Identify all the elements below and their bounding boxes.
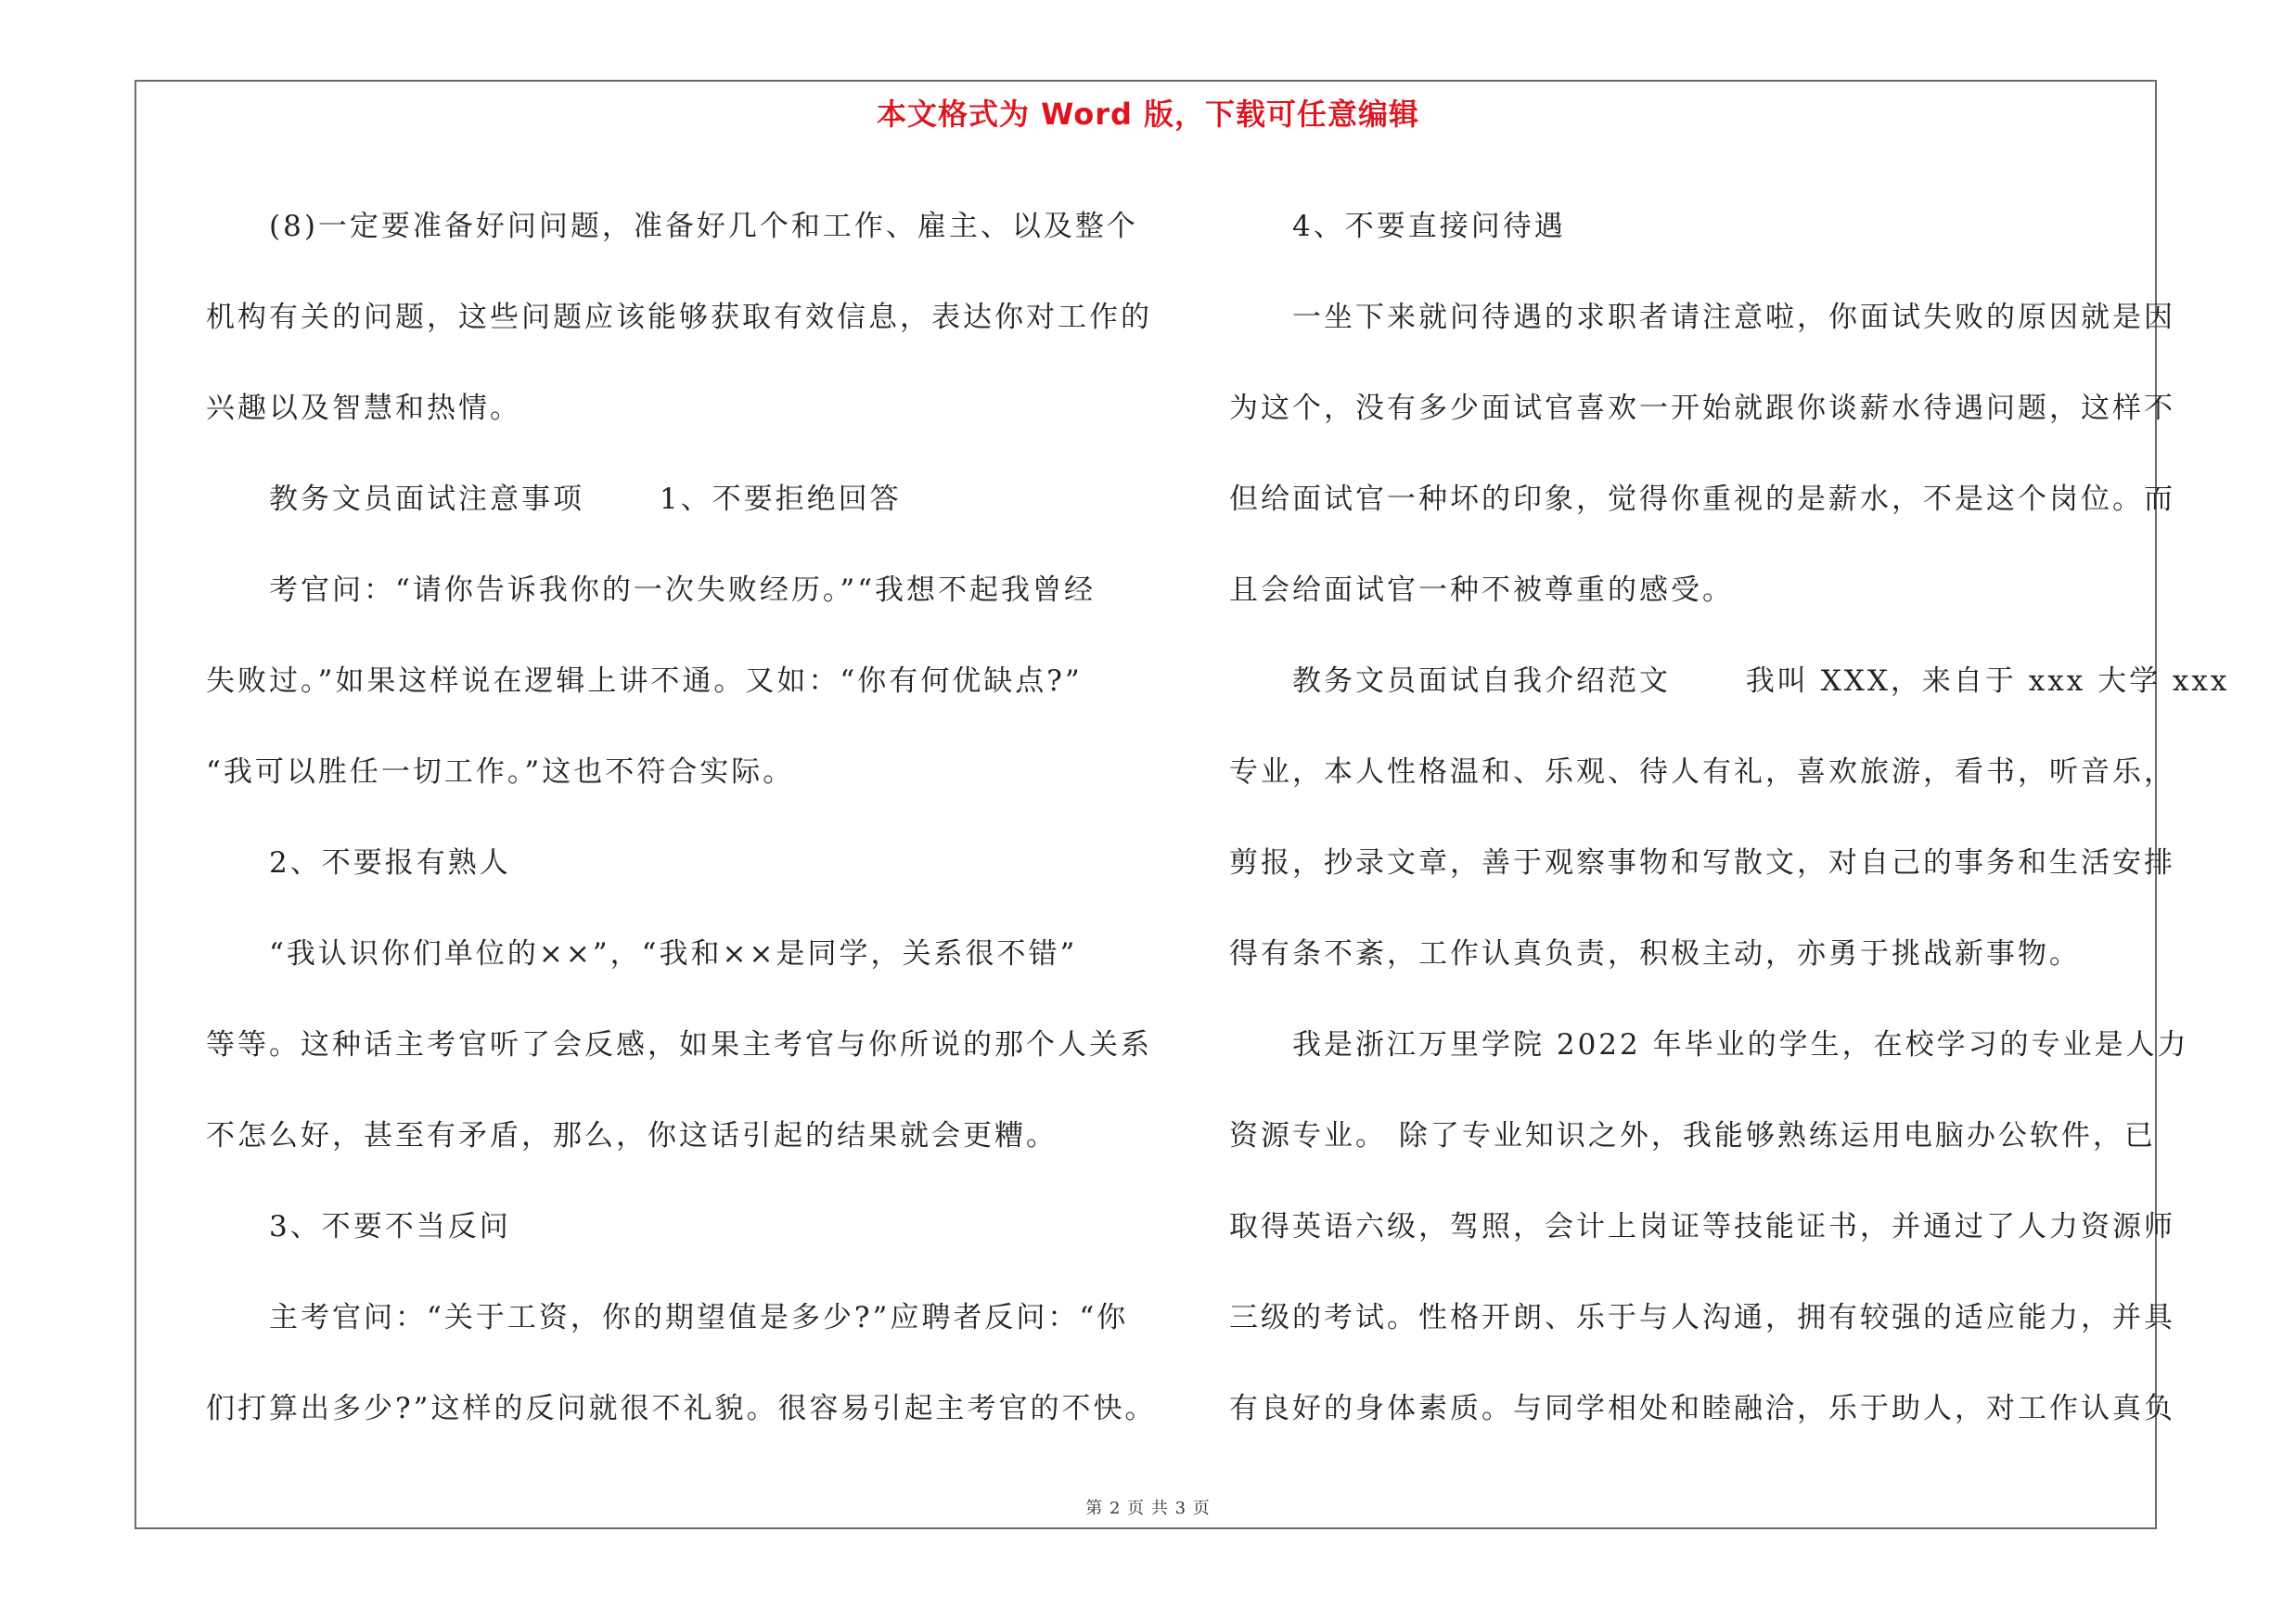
text-line: 得有条不紊，工作认真负责，积极主动，亦勇于挑战新事物。: [1229, 937, 2081, 971]
text-line: 教务文员面试注意事项 1、不要拒绝回答: [206, 483, 902, 516]
document-banner: 本文格式为 Word 版，下载可任意编辑: [876, 97, 1420, 132]
section-heading: [1229, 181, 2157, 272]
text-line: 2、不要报有熟人: [206, 846, 511, 880]
text-line: 3、不要不当反问: [206, 1210, 511, 1243]
text-line: 等等。这种话主考官听了会反感，如果主考官与你所说的那个人关系: [206, 1028, 1152, 1062]
text-line: 我是浙江万里学院 2022 年毕业的学生，在校学习的专业是人力: [1229, 1028, 2189, 1062]
text-line: 4、不要直接问待遇: [1229, 210, 1566, 243]
text-line: 但给面试官一种坏的印象，觉得你重视的是薪水，不是这个岗位。而: [1229, 483, 2175, 516]
paragraph: [1229, 999, 2189, 1454]
paragraph: [206, 181, 1152, 454]
text-line: 考官问：“请你告诉我你的一次失败经历。”“我想不起我曾经: [206, 573, 1097, 607]
text-line: 机构有关的问题，这些问题应该能够获取有效信息，表达你对工作的: [206, 301, 1152, 334]
text-line: 专业，本人性格温和、乐观、待人有礼，喜欢旅游，看书，听音乐，: [1229, 755, 2175, 789]
text-line: 三级的考试。性格开朗、乐于与人沟通，拥有较强的适应能力，并具: [1229, 1301, 2175, 1334]
text-line: (8)一定要准备好问问题，准备好几个和工作、雇主、以及整个: [206, 210, 1138, 243]
text-line: 教务文员面试自我介绍范文 我叫 XXX，来自于 xxx 大学 xxx: [1229, 664, 2230, 698]
section-heading: [206, 1181, 1134, 1272]
text-line: 兴趣以及智慧和热情。: [206, 392, 521, 425]
text-line: 一坐下来就问待遇的求职者请注意啦，你面试失败的原因就是因: [1229, 301, 2175, 334]
text-line: “我认识你们单位的××”，“我和××是同学，关系很不错”: [206, 937, 1078, 971]
text-line: 主考官问：“关于工资，你的期望值是多少?”应聘者反问：“你: [206, 1301, 1129, 1334]
text-line: 剪报，抄录文章，善于观察事物和写散文，对自己的事务和生活安排: [1229, 846, 2175, 880]
text-line: 为这个，没有多少面试官喜欢一开始就跟你谈薪水待遇问题，这样不: [1229, 392, 2175, 425]
section-heading: [206, 818, 1134, 908]
paragraph: [206, 908, 1152, 1181]
section-heading: [206, 454, 1134, 545]
paragraph: [1229, 272, 2175, 636]
paragraph: [206, 545, 1134, 818]
paragraph: [206, 1272, 1157, 1454]
text-line: 取得英语六级，驾照，会计上岗证等技能证书，并通过了人力资源师: [1229, 1210, 2175, 1243]
text-line: 失败过。”如果这样说在逻辑上讲不通。又如：“你有何优缺点?”: [206, 664, 1083, 698]
text-line: 不怎么好，甚至有矛盾，那么，你这话引起的结果就会更糟。: [206, 1119, 1058, 1153]
page-number: 第 2 页 共 3 页: [1085, 1499, 1211, 1518]
text-line: 们打算出多少?”这样的反问就很不礼貌。很容易引起主考官的不快。: [206, 1392, 1157, 1425]
text-line: 且会给面试官一种不被尊重的感受。: [1229, 573, 1734, 607]
right-column: [1229, 181, 2230, 1454]
text-line: “我可以胜任一切工作。”这也不符合实际。: [206, 755, 795, 789]
text-line: 有良好的身体素质。与同学相处和睦融洽，乐于助人，对工作认真负: [1229, 1392, 2175, 1425]
text-line: 资源专业。 除了专业知识之外，我能够熟练运用电脑办公软件，已: [1229, 1119, 2156, 1153]
left-column: [206, 181, 1157, 1454]
paragraph: [1229, 636, 2230, 999]
